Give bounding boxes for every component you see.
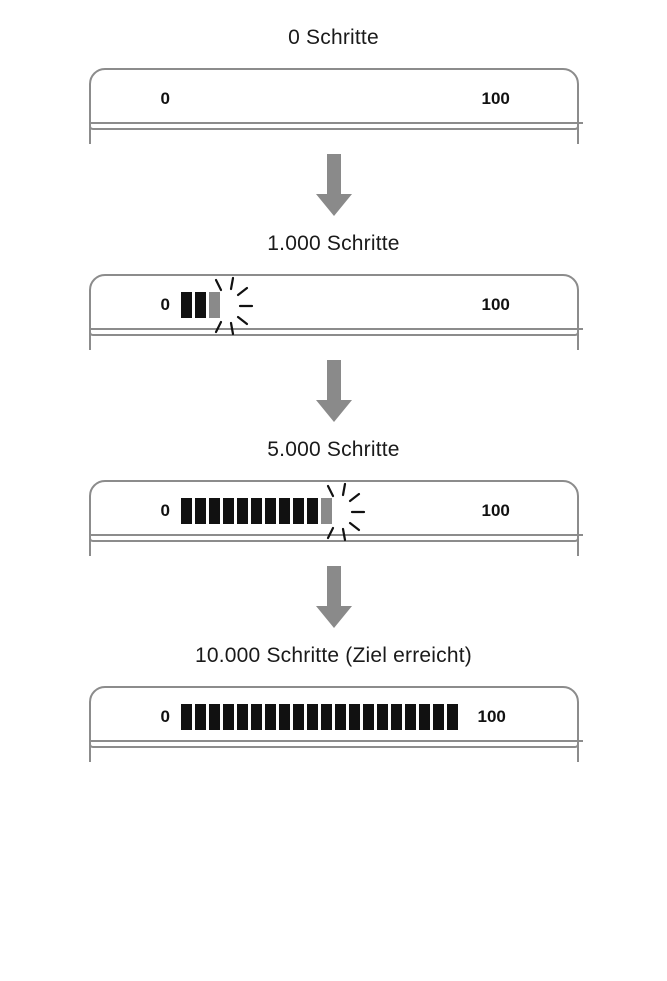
segment-filled: [349, 704, 360, 730]
segment-filled: [265, 498, 276, 524]
segment-filled: [447, 704, 458, 730]
stage-1: [0, 26, 667, 144]
segment-filled: [307, 704, 318, 730]
scale-min-label: 0: [160, 501, 170, 520]
down-arrow-icon: [314, 154, 354, 218]
segment-filled: [321, 704, 332, 730]
segment-filled: [265, 704, 276, 730]
stage-caption: 0 Schritte: [288, 26, 379, 49]
segment-filled: [419, 704, 430, 730]
scale-max-label: 100: [477, 707, 506, 726]
scale-max-label: 100: [481, 295, 510, 314]
down-arrow-icon: [314, 360, 354, 424]
segment-active: [321, 498, 332, 524]
band-base: [89, 122, 579, 144]
segment-filled: [251, 704, 262, 730]
stage-4: [0, 644, 667, 762]
segment-filled: [307, 498, 318, 524]
segment-bar: [181, 497, 332, 525]
segment-filled: [209, 498, 220, 524]
segment-filled: [181, 292, 192, 318]
segment-filled: [293, 498, 304, 524]
tracker-band: [89, 686, 579, 762]
segment-filled: [195, 292, 206, 318]
band-base: [89, 328, 579, 350]
band-base: [89, 534, 579, 556]
stage-caption: 1.000 Schritte: [267, 232, 400, 255]
segment-filled: [363, 704, 374, 730]
scale-min-label: 0: [160, 89, 170, 108]
tracker-band: [89, 480, 579, 556]
segment-filled: [377, 704, 388, 730]
segment-filled: [223, 498, 234, 524]
tracker-band: [89, 274, 579, 350]
segment-filled: [335, 704, 346, 730]
segment-filled: [391, 704, 402, 730]
scale-min-label: 0: [160, 707, 170, 726]
stage-caption: 10.000 Schritte (Ziel erreicht): [195, 644, 472, 667]
segment-filled: [195, 498, 206, 524]
scale-min-label: 0: [160, 295, 170, 314]
segment-bar: [181, 291, 220, 319]
segment-filled: [279, 704, 290, 730]
segment-filled: [223, 704, 234, 730]
segment-filled: [181, 704, 192, 730]
segment-filled: [237, 704, 248, 730]
segment-bar: [181, 703, 458, 731]
segment-filled: [237, 498, 248, 524]
segment-filled: [405, 704, 416, 730]
segment-filled: [181, 498, 192, 524]
stage-2: [0, 232, 667, 350]
stage-caption: 5.000 Schritte: [267, 438, 400, 461]
segment-filled: [251, 498, 262, 524]
scale-max-label: 100: [481, 501, 510, 520]
down-arrow-icon: [314, 566, 354, 630]
segment-active: [209, 292, 220, 318]
segment-filled: [209, 704, 220, 730]
band-base: [89, 740, 579, 762]
segment-filled: [279, 498, 290, 524]
stage-3: [0, 438, 667, 556]
segment-filled: [293, 704, 304, 730]
scale-max-label: 100: [481, 89, 510, 108]
segment-filled: [195, 704, 206, 730]
segment-filled: [433, 704, 444, 730]
tracker-band: [89, 68, 579, 144]
